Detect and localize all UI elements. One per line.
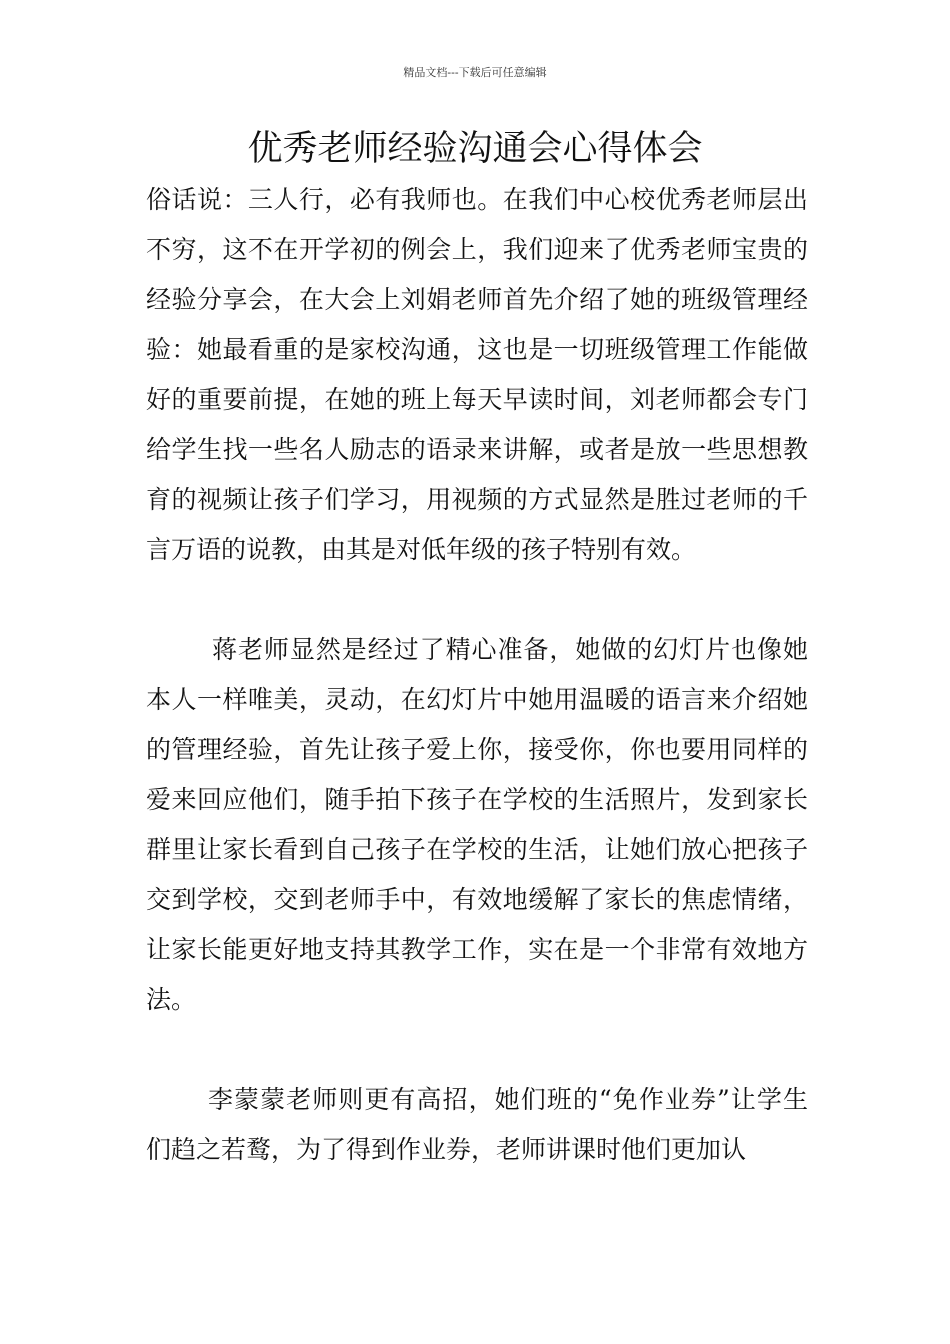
document-body bbox=[146, 175, 808, 1175]
paragraph-3: 李蒙蒙老师则更有高招，她们班的“免作业券”让学生们趋之若鹜，为了得到作业券，老师讲课时他们更加认 bbox=[146, 1085, 808, 1164]
paragraph-1: 俗话说：三人行，必有我师也。在我们中心校优秀老师层出不穷，这不在开学初的例会上，我们迎来了优秀老师宝贵的经验分享会，在大会上刘娟老师首先介绍了她的班级管理经验：她最看重的是家校沟通，这也是一切班级管理工作能做好的重要前提，在她的班上每天早读时间，刘老师都会专门给学生找一些名人励志的语录来讲解，或者是放一些思想教育的视频让孩子们学习，用视频的方式显然是胜过老师的千言万语的说教，由其是对低年级的孩子特别有效。 bbox=[146, 185, 808, 564]
paragraph-spacer bbox=[146, 1025, 808, 1075]
document-header-note: 精品文档---下载后可任意编辑 bbox=[403, 66, 547, 79]
paragraph-2: 蒋老师显然是经过了精心准备，她做的幻灯片也像她本人一样唯美，灵动，在幻灯片中她用温暖的语言来介绍她的管理经验，首先让孩子爱上你，接受你，你也要用同样的爱来回应他们，随手拍下孩子在学校的生活照片，发到家长群里让家长看到自己孩子在学校的生活，让她们放心把孩子交到学校，交到老师手中，有效地缓解了家长的焦虑情绪，让家长能更好地支持其教学工作，实在是一个非常有效地方法。 bbox=[146, 635, 808, 1014]
paragraph-spacer bbox=[146, 575, 808, 625]
page-title: 优秀老师经验沟通会心得体会 bbox=[247, 129, 703, 169]
